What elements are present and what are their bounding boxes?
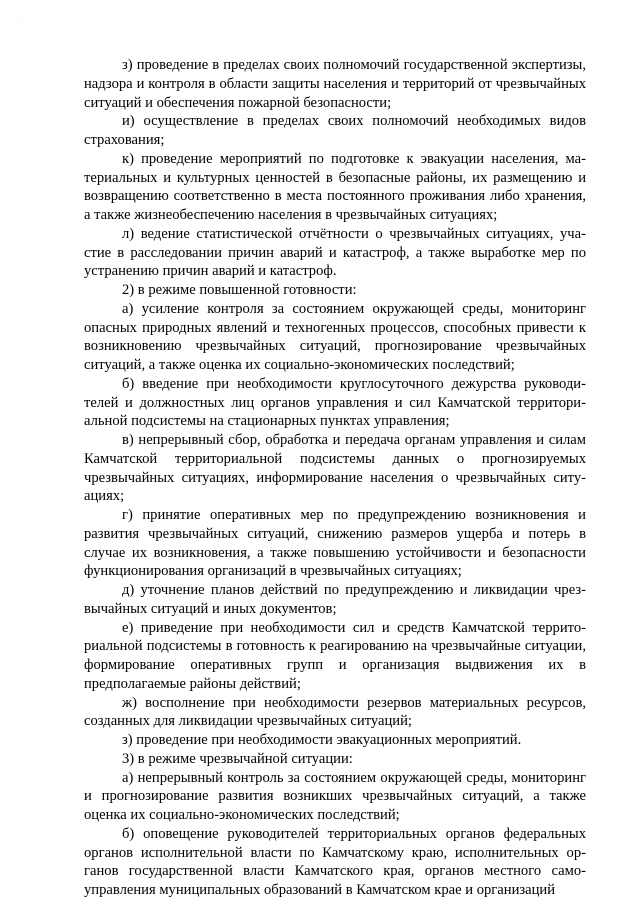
paragraph-b-duty: б) введение при необходимости круглосуточного дежурства руководителей и должностных лиц органов управления и сил Камчатской территориальной подсистемы на стационарных пунктах управления;: [84, 375, 586, 430]
section-heading-high-alert: 2) в режиме повышенной готовности:: [122, 282, 357, 298]
paragraph-zh-reserves: ж) восполнение при необходимости резервов материальных ресурсов, созданных для ликвидации чрезвычайных ситуаций;: [84, 694, 586, 730]
paragraph-e-readiness: е) приведение при необходимости сил и средств Камчатской территориальной подсистемы в готовность к реагированию на чрезвычайные ситуации, формирование оперативных групп и организация выдвижения их в предполагаемые районы действий;: [84, 619, 586, 692]
paragraph-v-data-collection: в) непрерывный сбор, обработка и передача органам управления и силам Камчатской территориальной подсистемы данных о прогнозируемых чрезвычайных ситуациях, информирование населения о чрезвычайных ситуациях;: [84, 432, 586, 505]
paragraph-a-continuous-control: а) непрерывный контроль за состоянием окружающей среды, мониторинг и прогнозирование развития возникших чрезвычайных ситуаций, а также оценка их социально-экономических последствий;: [84, 769, 586, 823]
paragraph-b-notification: б) оповещение руководителей территориальных органов федеральных органов исполнительной власти по Камчатскому краю, исполнительных органов государственной власти Камчатского края, органов местного самоуправления муниципальных образований в Камчатском крае и организаций: [84, 825, 586, 898]
paragraph-z-expertise: з) проведение в пределах своих полномочий государственной экспертизы, надзора и контроля в области защиты населения и территорий от чрезвычайных ситуаций и обеспечения пожарной безопасности;: [84, 57, 586, 111]
paragraph-d-plans: д) уточнение планов действий по предупреждению и ликвидации чрезвычайных ситуаций и иных документов;: [84, 582, 586, 617]
paragraph-a-monitoring: а) усиление контроля за состоянием окружающей среды, мониторинг опасных природных явлений и техногенных процессов, способных привести к возникновению чрезвычайных ситуаций, прогнозирование чрезвычайных ситуаций, а также оценка их социально-экономических последствий;: [84, 300, 586, 373]
paragraph-l-statistics: л) ведение статистической отчётности о чрезвычайных ситуациях, участие в расследовании причин аварий и катастроф, а также выработке мер по устранению причин аварий и катастроф.: [84, 225, 586, 280]
section-heading-emergency: 3) в режиме чрезвычайной ситуации:: [122, 750, 353, 767]
scan-corner-mark: ˙ · .: [6, 14, 25, 20]
paragraph-z-evacuation: з) проведение при необходимости эвакуационных мероприятий.: [122, 732, 522, 748]
paragraph-i-insurance: и) осуществление в пределах своих полномочий необходимых видов страхования;: [84, 113, 586, 148]
paragraph-k-evacuation-prep: к) проведение мероприятий по подготовке к эвакуации населения, материальных и культурных ценностей в безопасные районы, их размещению и возвращению соответственно в места постоянного проживания либо хранения, а также жизнеобеспечению населения в чрезвычайных ситуациях;: [84, 150, 586, 223]
paragraph-g-operative-measures: г) принятие оперативных мер по предупреждению возникновения и развития чрезвычайных ситуаций, снижению размеров ущерба и потерь в случае их возникновения, а также повышению устойчивости и безопасности функционирования организаций в чрезвычайных ситуациях;: [84, 507, 586, 580]
document-body: [84, 56, 586, 900]
